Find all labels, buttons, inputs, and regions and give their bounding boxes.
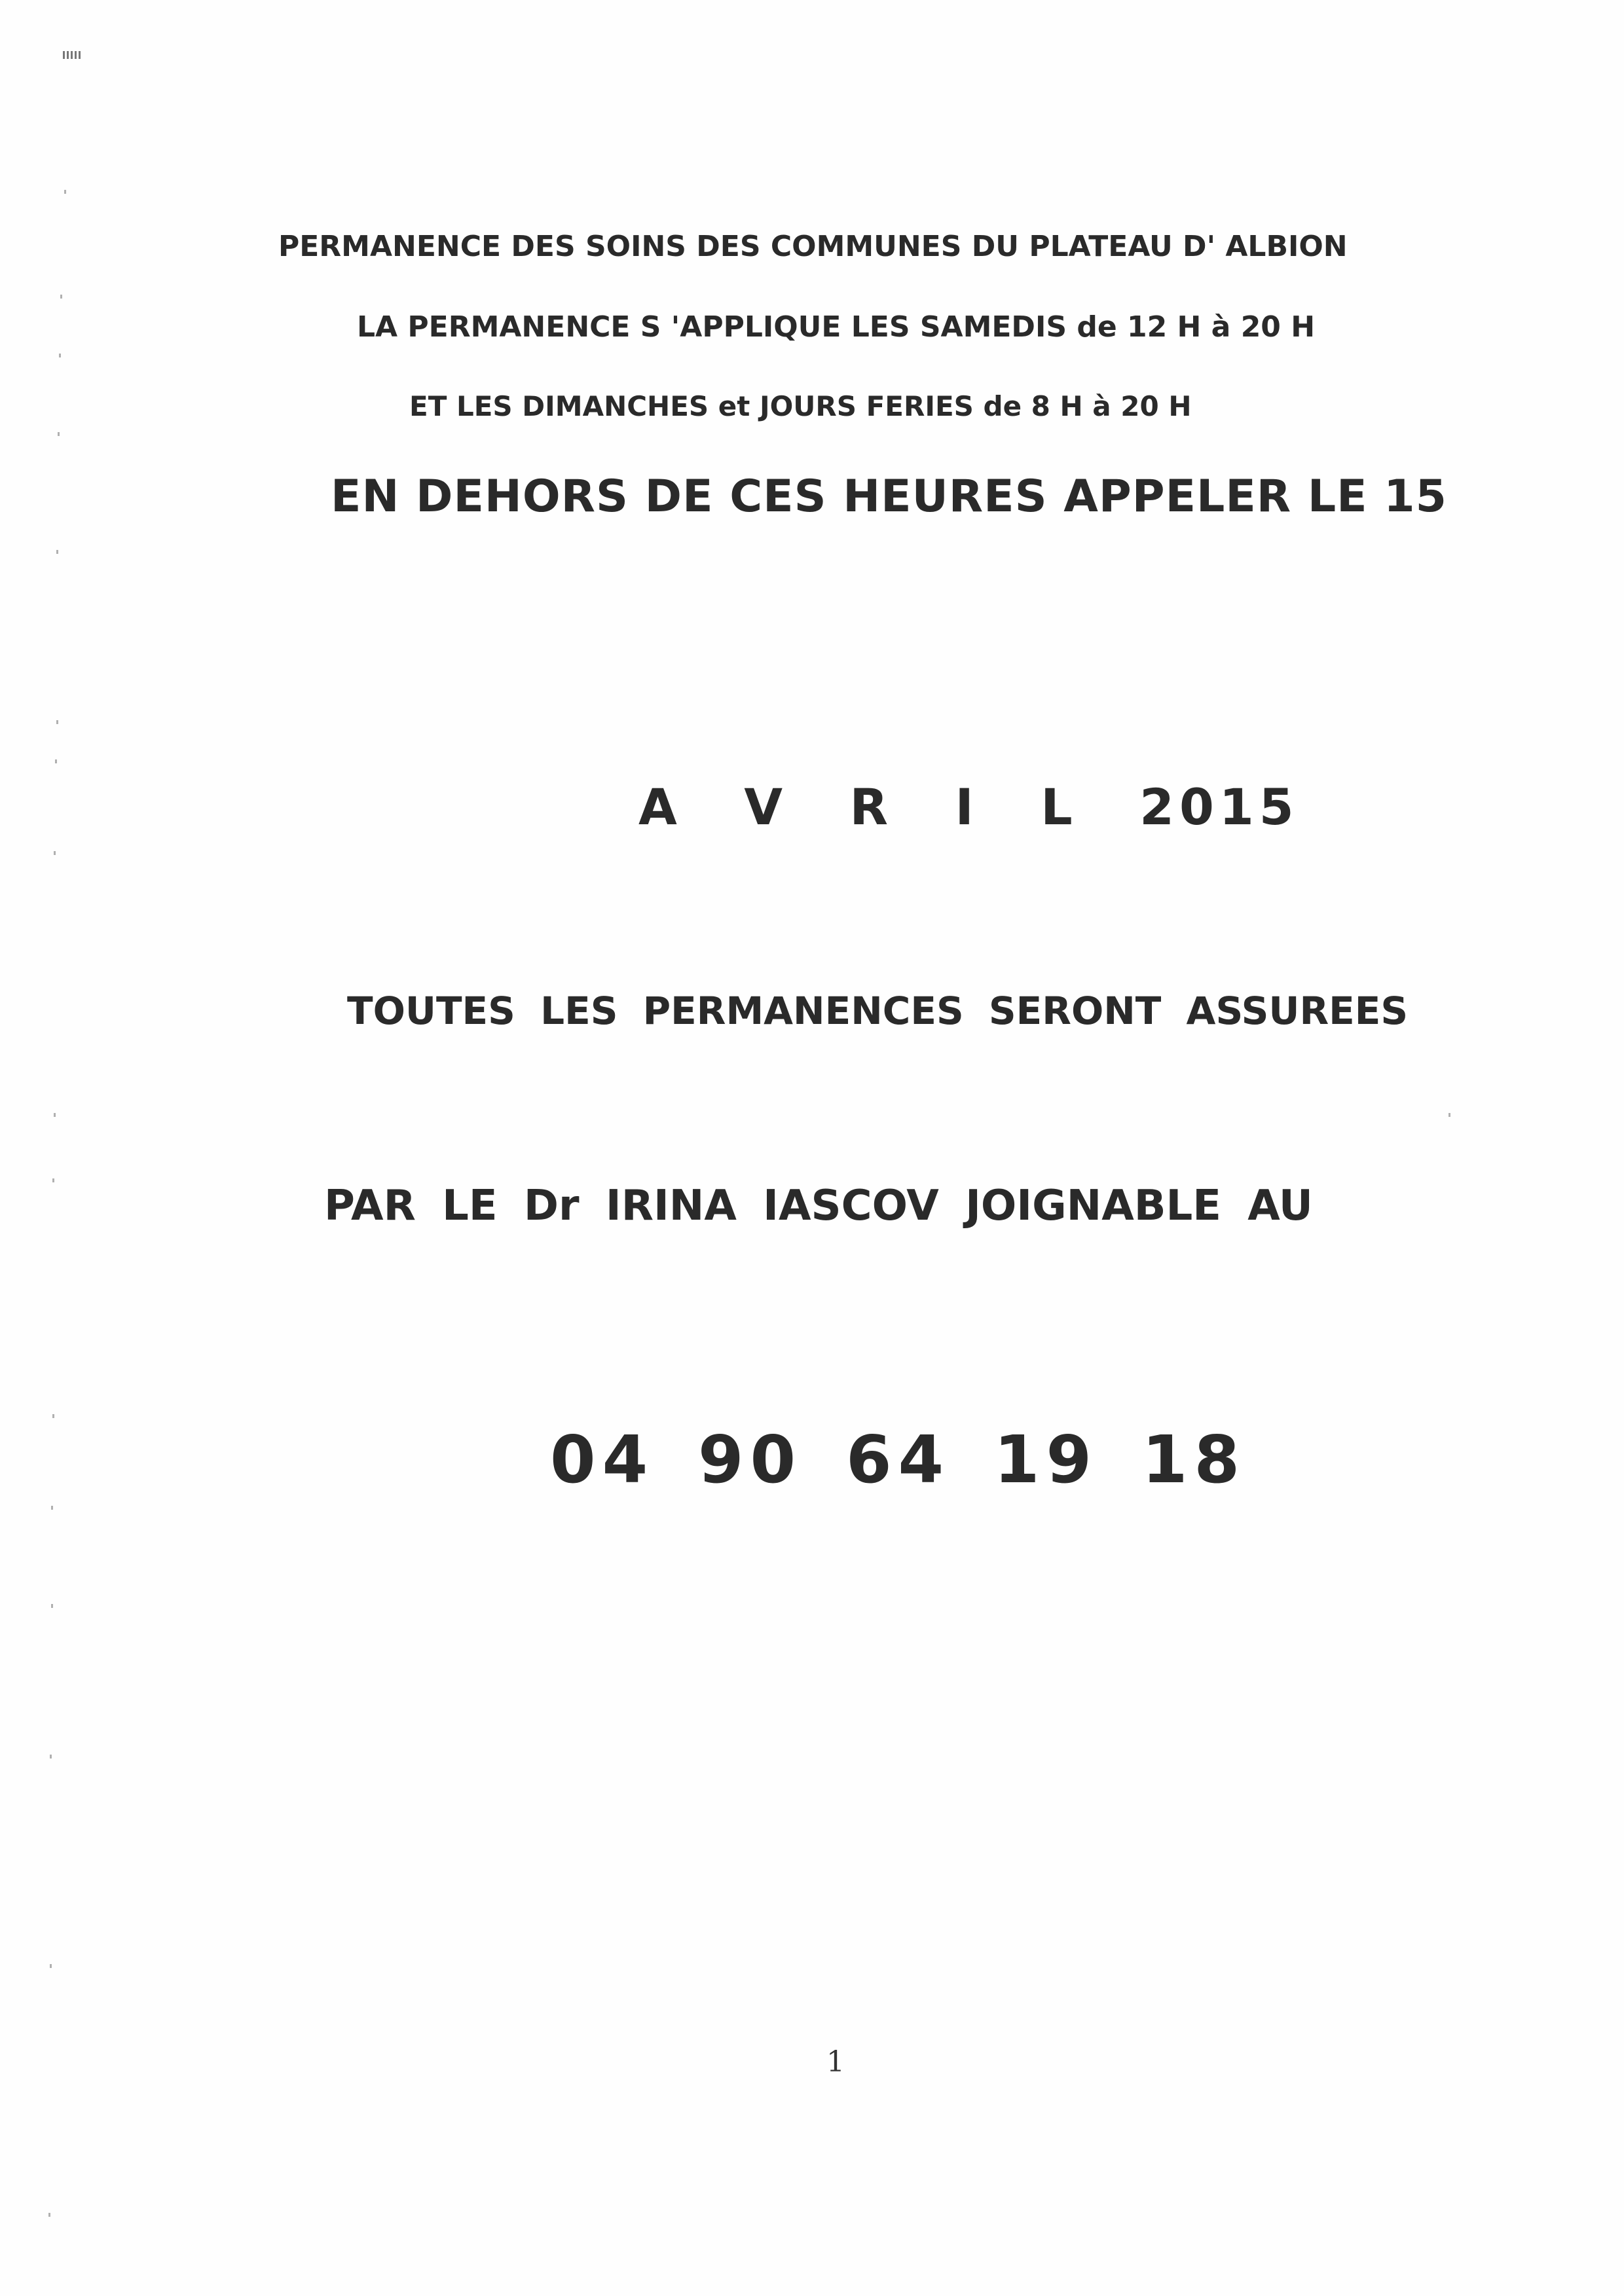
scan-speck	[64, 190, 66, 194]
scan-speck	[1449, 1113, 1450, 1117]
phone-number: 04 90 64 19 18	[550, 1421, 1247, 1498]
scan-speck	[52, 1414, 54, 1418]
scan-speck	[48, 2213, 50, 2217]
page-number: 1	[826, 2045, 845, 2079]
doctor-line: PAR LE Dr IRINA IASCOV JOIGNABLE AU	[324, 1182, 1313, 1230]
scan-speck	[51, 1506, 53, 1510]
month-heading: A V R I L 2015	[638, 778, 1299, 836]
scan-speck	[51, 1604, 53, 1608]
scan-speck	[59, 354, 61, 357]
scan-speck	[52, 1178, 54, 1182]
emergency-notice: EN DEHORS DE CES HEURES APPELER LE 15	[331, 471, 1447, 522]
scan-speck	[58, 432, 60, 436]
saturday-hours: LA PERMANENCE S 'APPLIQUE LES SAMEDIS de 12 H à 20 H	[357, 310, 1316, 344]
scan-artifact	[63, 51, 83, 59]
coverage-statement: TOUTES LES PERMANENCES SERONT ASSUREES	[347, 989, 1409, 1033]
scan-speck	[55, 759, 57, 763]
header-title: PERMANENCE DES SOINS DES COMMUNES DU PLATEAU D' ALBION	[278, 230, 1348, 263]
sunday-holiday-hours: ET LES DIMANCHES et JOURS FERIES de 8 H à 20 H	[409, 390, 1192, 422]
scan-speck	[60, 295, 62, 299]
scan-speck	[54, 851, 56, 855]
scan-speck	[50, 1964, 52, 1968]
scan-speck	[54, 1113, 56, 1117]
scan-speck	[50, 1755, 52, 1758]
scan-speck	[56, 720, 58, 724]
scan-speck	[56, 550, 58, 554]
